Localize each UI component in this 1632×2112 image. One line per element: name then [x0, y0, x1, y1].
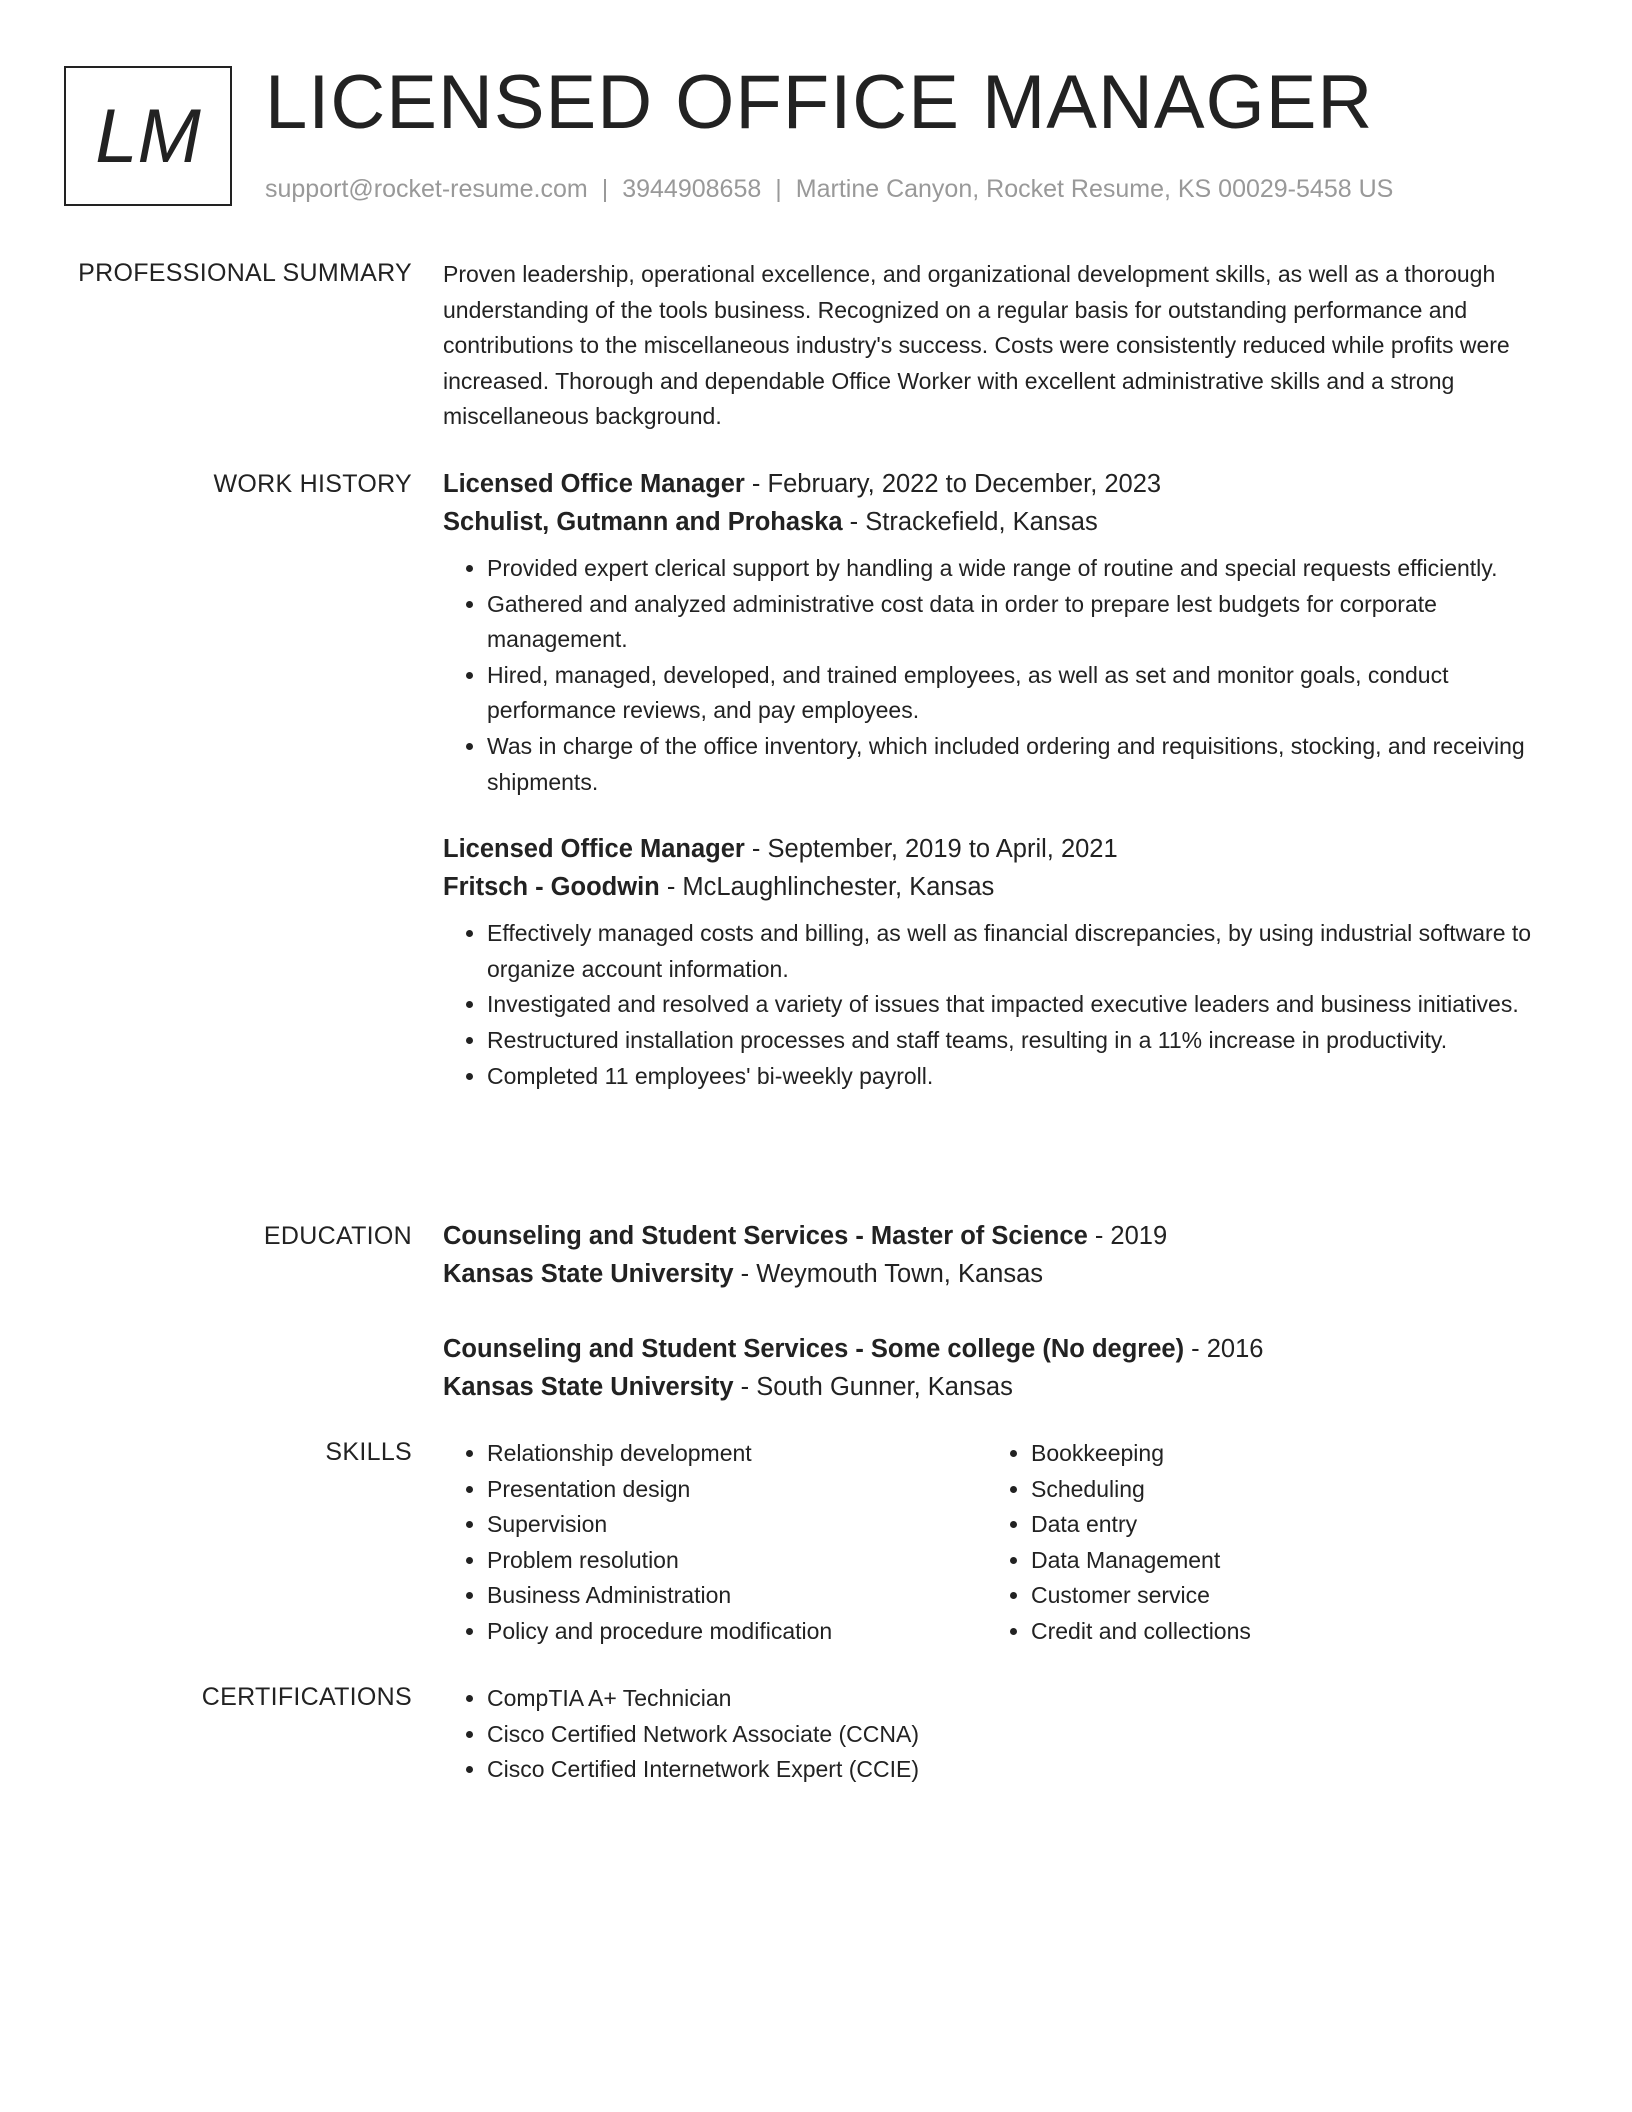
section-heading-education: EDUCATION: [263, 1222, 412, 1250]
education-block: [443, 1217, 1533, 1406]
separator: |: [601, 175, 609, 203]
skill-item: • Supervision: [487, 1507, 987, 1543]
phone-number: 3944908658: [622, 175, 762, 203]
job-location: - Strackefield, Kansas: [842, 508, 1098, 536]
list-item: • Restructured installation processes and staff teams, resulting in a 11% increase in productivity.: [487, 1023, 1533, 1059]
graduation-year: - 2016: [1184, 1335, 1264, 1363]
skills-list-right: [987, 1436, 1251, 1650]
education-entry: [443, 1217, 1533, 1293]
work-history-block: [443, 465, 1533, 1094]
list-item: • Effectively managed costs and billing, as well as financial discrepancies, by using industrial software to organize account information.: [487, 916, 1533, 987]
list-item: • Provided expert clerical support by handling a wide range of routine and special requests efficiently.: [487, 551, 1533, 587]
contact-line: [265, 172, 1393, 206]
skill-item: • Business Administration: [487, 1578, 987, 1614]
school-name: Kansas State University: [443, 1260, 734, 1288]
certification-item: • Cisco Certified Internetwork Expert (CCIE): [487, 1752, 1533, 1788]
list-item: • Hired, managed, developed, and trained employees, as well as set and monitor goals, conduct performance reviews, and pay employees.: [487, 658, 1533, 729]
job-bullets: [443, 551, 1533, 800]
monogram: LM: [64, 66, 232, 206]
skill-item: • Customer service: [1031, 1578, 1251, 1614]
summary-text: Proven leadership, operational excellence, and organizational development skills, as well as a thorough understanding of the tools business. Recognized on a regular basis for outstanding performance and contributions to the miscellaneous industry's success. Costs were consistently reduced while profits were increased. Thorough and dependable Office Worker with excellent administrative skills and a strong miscellaneous background.: [443, 261, 1510, 430]
page-title: LICENSED OFFICE MANAGER: [265, 60, 1374, 145]
school-name: Kansas State University: [443, 1373, 734, 1401]
skill-item: • Presentation design: [487, 1472, 987, 1508]
summary-block: [443, 257, 1533, 435]
job-entry: [443, 465, 1533, 800]
skill-item: • Bookkeeping: [1031, 1436, 1251, 1472]
section-heading-skills: SKILLS: [325, 1438, 412, 1466]
job-title: Licensed Office Manager: [443, 470, 745, 498]
skill-item: • Data Management: [1031, 1543, 1251, 1579]
skills-list-left: [443, 1436, 987, 1650]
job-bullets: [443, 916, 1533, 1094]
skill-item: • Credit and collections: [1031, 1614, 1251, 1650]
section-heading-certifications: CERTIFICATIONS: [201, 1683, 412, 1711]
job-title: Licensed Office Manager: [443, 835, 745, 864]
certification-item: • Cisco Certified Network Associate (CCNA): [487, 1717, 1533, 1753]
certifications-list: [443, 1681, 1533, 1788]
degree: Counseling and Student Services - Some college (No degree): [443, 1335, 1185, 1363]
skills-block: [443, 1436, 1533, 1650]
list-item: • Was in charge of the office inventory, which included ordering and requisitions, stocking, and receiving shipments.: [487, 729, 1533, 800]
company-name: Fritsch - Goodwin: [443, 873, 660, 902]
school-location: - Weymouth Town, Kansas: [733, 1260, 1044, 1288]
email-link[interactable]: support@rocket-resume.com: [265, 175, 588, 203]
skill-item: • Relationship development: [487, 1436, 987, 1472]
company-name: Schulist, Gutmann and Prohaska: [443, 508, 843, 536]
address: Martine Canyon, Rocket Resume, KS 00029-5458 US: [795, 175, 1394, 203]
list-item: • Investigated and resolved a variety of issues that impacted executive leaders and business initiatives.: [487, 987, 1533, 1023]
graduation-year: - 2019: [1087, 1222, 1168, 1250]
degree: Counseling and Student Services - Master of Science: [443, 1222, 1088, 1250]
certifications-block: [443, 1681, 1533, 1788]
list-item: • Gathered and analyzed administrative cost data in order to prepare lest budgets for corporate management.: [487, 587, 1533, 658]
certification-item: • CompTIA A+ Technician: [487, 1681, 1533, 1717]
job-dates: - September, 2019 to April, 2021: [744, 835, 1118, 864]
job-dates: - February, 2022 to December, 2023: [744, 470, 1162, 498]
job-location: - McLaughlinchester, Kansas: [659, 873, 995, 902]
school-location: - South Gunner, Kansas: [733, 1373, 1013, 1401]
skill-item: • Scheduling: [1031, 1472, 1251, 1508]
section-heading-summary: PROFESSIONAL SUMMARY: [78, 259, 412, 287]
section-heading-work: WORK HISTORY: [213, 470, 412, 498]
job-entry: [443, 830, 1533, 1094]
skill-item: • Problem resolution: [487, 1543, 987, 1579]
education-entry: [443, 1330, 1533, 1406]
skill-item: • Data entry: [1031, 1507, 1251, 1543]
list-item: • Completed 11 employees' bi-weekly payroll.: [487, 1059, 1533, 1095]
skill-item: • Policy and procedure modification: [487, 1614, 987, 1650]
separator: |: [775, 175, 782, 203]
